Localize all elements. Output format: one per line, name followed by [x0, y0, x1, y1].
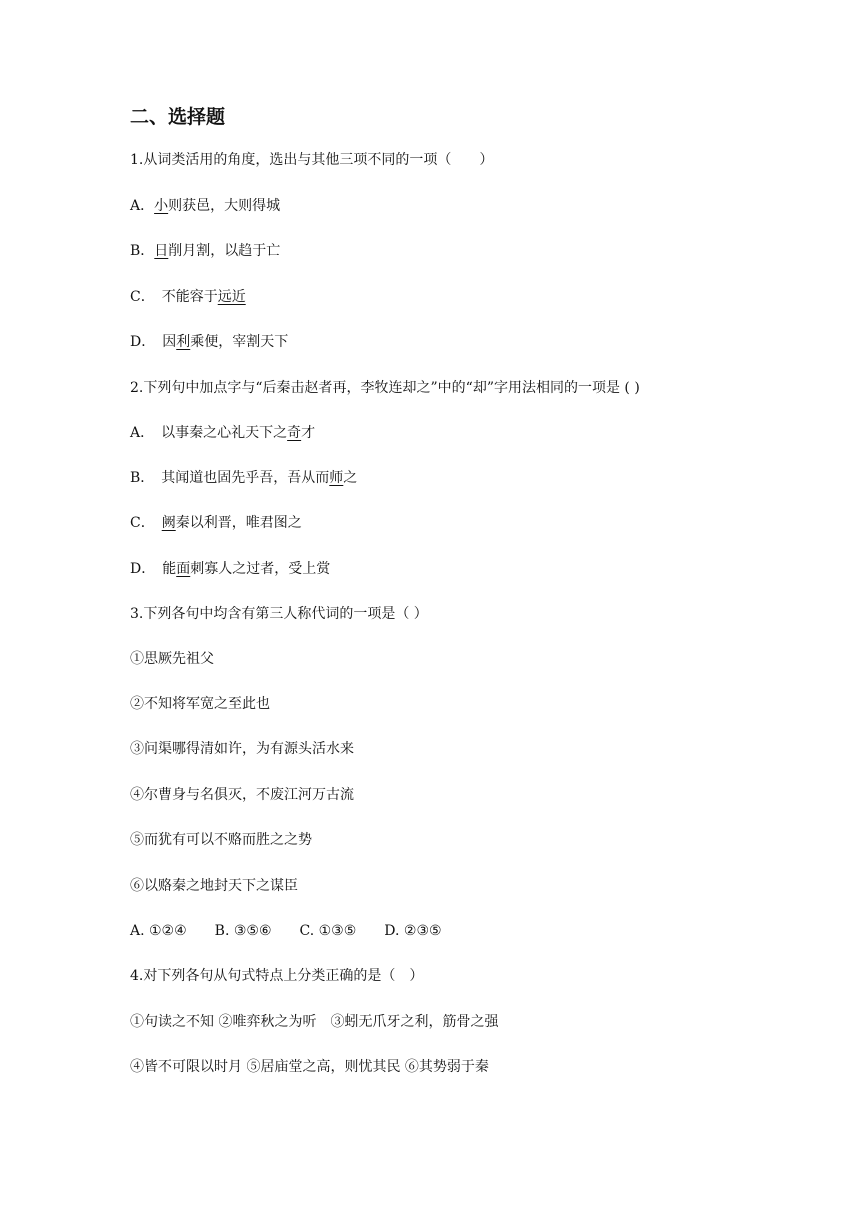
- question-4-stem: 4.对下列各句从句式特点上分类正确的是（ ）: [130, 968, 424, 984]
- question-4-sentences-2: ④皆不可限以时月 ⑤居庙堂之高，则忧其民 ⑥其势弱于秦: [130, 1059, 489, 1075]
- question-2-option-c: C． 阙秦以利晋，唯君图之: [130, 515, 302, 531]
- question-1-option-c: C． 不能容于远近: [130, 289, 246, 305]
- question-3-item: ⑤而犹有可以不赂而胜之之势: [130, 832, 312, 848]
- question-3-item: ③问渠哪得清如许，为有源头活水来: [130, 741, 354, 757]
- underlined-word: 小: [154, 198, 169, 214]
- underlined-word: 远近: [217, 289, 246, 305]
- question-2-option-b: B． 其闻道也固先乎吾，吾从而师之: [130, 470, 358, 486]
- question-3-item: ①思厥先祖父: [130, 651, 214, 667]
- underlined-word: 日: [154, 243, 169, 259]
- question-1-option-a: A．小则获邑，大则得城: [130, 198, 281, 214]
- underlined-word: 面: [176, 561, 191, 577]
- underlined-word: 奇: [287, 425, 302, 441]
- question-4-sentences-1: ①句读之不知 ②唯弈秋之为听 ③蚓无爪牙之利，筋骨之强: [130, 1014, 499, 1030]
- question-3-stem: 3.下列各句中均含有第三人称代词的一项是（ ）: [130, 606, 428, 622]
- question-3-item: ⑥以赂秦之地封天下之谋臣: [130, 878, 298, 894]
- question-2-option-a: A． 以事秦之心礼天下之奇才: [130, 425, 316, 441]
- question-2-stem: 2.下列句中加点字与“后秦击赵者再，李牧连却之”中的“却”字用法相同的一项是 ( ): [130, 380, 640, 396]
- section-heading: 二、选择题: [130, 106, 226, 128]
- question-3-choices: A. ①②④ B. ③⑤⑥ C. ①③⑤ D. ②③⑤: [130, 923, 442, 939]
- question-1-stem: 1.从词类活用的角度，选出与其他三项不同的一项（ ）: [130, 152, 494, 168]
- question-1-option-d: D． 因利乘便，宰割天下: [130, 334, 289, 350]
- question-1-option-b: B．日削月割，以趋于亡: [130, 243, 281, 259]
- question-3-item: ④尔曹身与名俱灭，不废江河万古流: [130, 787, 354, 803]
- underlined-word: 利: [176, 334, 191, 350]
- question-3-item: ②不知将军宽之至此也: [130, 696, 270, 712]
- underlined-word: 师: [329, 470, 344, 486]
- question-2-option-d: D． 能面刺寡人之过者，受上赏: [130, 561, 331, 577]
- underlined-word: 阙: [161, 515, 176, 531]
